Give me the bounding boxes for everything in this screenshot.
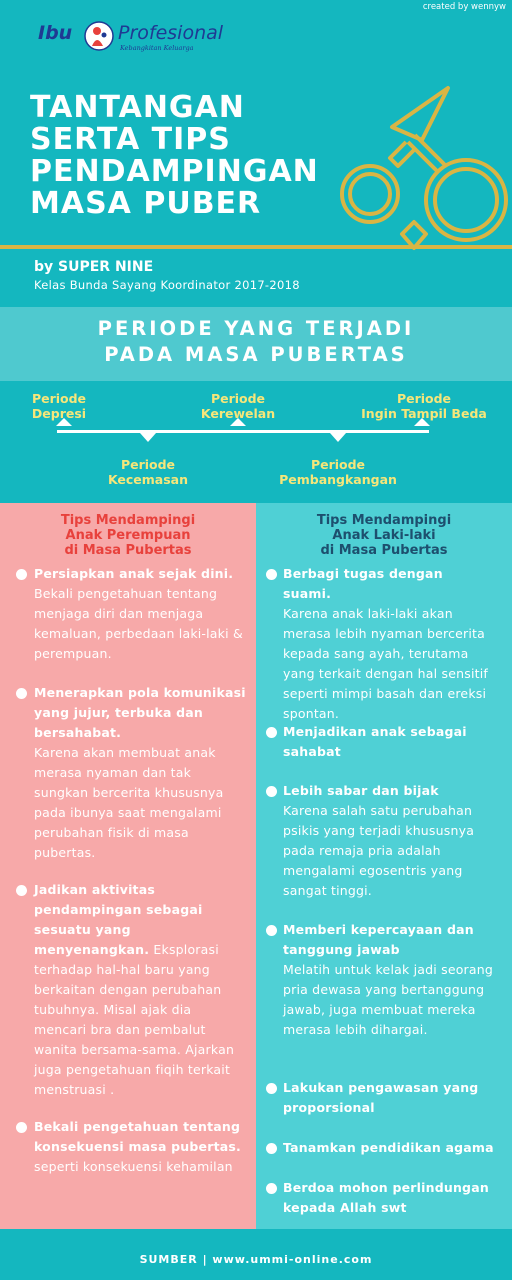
- tip-title: Bekali pengetahuan tentang konsekuensi masa pubertas.: [34, 1119, 241, 1154]
- tip-title: Berbagi tugas dengan suami.: [283, 566, 443, 601]
- bullet-icon: [16, 569, 27, 580]
- tip-text: Karena akan membuat anak merasa nyaman dan tak sungkan bercerita khususnya pada ibunya saat mengalami perubahan fisik di masa pubertas.: [34, 745, 224, 860]
- boys-tip-item: [283, 564, 495, 724]
- bullet-icon: [16, 1122, 27, 1133]
- logo: [38, 20, 238, 56]
- timeline-label-kecemasan: [98, 457, 198, 487]
- tip-text: Karena salah satu perubahan psikis yang terjadi khususnya pada remaja pria adalah mengalami egosentris yang sangat tinggi.: [283, 803, 475, 898]
- timeline-markers: [50, 418, 440, 448]
- heading-line: Tips Mendampingi: [316, 513, 452, 528]
- logo-text-ibu: Ibu: [38, 22, 73, 44]
- heading-line: Tips Mendampingi: [60, 513, 196, 528]
- section-title-line: PERIODE YANG TERJADI: [97, 317, 415, 340]
- timeline-label-line: Periode: [31, 391, 87, 406]
- source-text: SUMBER | www.ummi-online.com: [139, 1253, 373, 1266]
- bullet-icon: [266, 1083, 277, 1094]
- credit-text: created by wennyw: [422, 2, 506, 12]
- timeline-label-line: Periode: [120, 457, 176, 472]
- timeline-label-line: Pembangkangan: [279, 472, 397, 487]
- heading-line: di Masa Pubertas: [64, 543, 192, 558]
- bullet-icon: [266, 569, 277, 580]
- gold-divider: [0, 245, 512, 249]
- logo-family-icon: [83, 20, 115, 52]
- tip-title: Menerapkan pola komunikasi yang jujur, terbuka dan bersahabat.: [34, 685, 246, 740]
- tip-text: Melatih untuk kelak jadi seorang pria dewasa yang bertanggung jawab, juga membuat mereka merasa lebih dihargai.: [283, 962, 494, 1037]
- tip-title: Tanamkan pendidikan agama: [283, 1140, 494, 1155]
- tip-text: Karena anak laki-laki akan merasa lebih nyaman bercerita kepada sang ayah, terutama yang terkait dengan hal sensitif seperti mimpi basah dan ereksi spontan.: [283, 606, 488, 721]
- tip-text: Eksplorasi terhadap hal-hal baru yang berkaitan dengan perubahan tubuhnya. Misal ajak dia mencari bra dan pembalut wanita bersama-sama. Ajarkan juga pengetahuan fiqih terkait menstruasi .: [34, 942, 235, 1097]
- section-title-line: PADA MASA PUBERTAS: [104, 343, 408, 366]
- timeline-label-pembangkangan: [270, 457, 406, 487]
- section-title: [0, 316, 512, 368]
- logo-text-profesional: Profesional: [118, 22, 224, 44]
- girls-tip-item: [34, 880, 246, 1100]
- tip-title: Lakukan pengawasan yang proporsional: [283, 1080, 479, 1115]
- tip-title: Memberi kepercayaan dan tanggung jawab: [283, 922, 474, 957]
- tip-text: Bekali pengetahuan tentang menjaga diri dan menjaga kemaluan, perbedaan laki-laki & perempuan.: [34, 586, 243, 661]
- bullet-icon: [16, 885, 27, 896]
- bullet-icon: [266, 786, 277, 797]
- girls-tip-item: [34, 683, 246, 863]
- title-line: SERTA TIPS: [30, 122, 231, 157]
- bullet-icon: [266, 1183, 277, 1194]
- author-subtitle: Kelas Bunda Sayang Koordinator 2017-2018: [34, 278, 300, 292]
- girls-tip-item: [34, 564, 246, 664]
- tip-title: Lebih sabar dan bijak: [283, 783, 439, 798]
- bullet-icon: [16, 688, 27, 699]
- heading-line: Anak Perempuan: [65, 528, 191, 543]
- tip-title: Persiapkan anak sejak dini.: [34, 566, 234, 581]
- boys-tip-item: [283, 1178, 495, 1218]
- title-line: PENDAMPINGAN: [30, 154, 319, 189]
- boys-tip-item: [283, 722, 495, 762]
- timeline-label-kerewelan: [188, 391, 288, 421]
- girls-tip-item: [34, 1117, 246, 1177]
- timeline-label-depresi: [14, 391, 104, 421]
- timeline-label-ingin-tampil-beda: [354, 391, 494, 421]
- heading-line: Anak Laki-laki: [332, 528, 436, 543]
- timeline-label-line: Kecemasan: [107, 472, 189, 487]
- timeline-label-line: Periode: [310, 457, 366, 472]
- title-line: MASA PUBER: [30, 186, 262, 221]
- tip-text: seperti konsekuensi kehamilan: [34, 1159, 233, 1174]
- timeline-label-line: Periode: [396, 391, 452, 406]
- bullet-icon: [266, 925, 277, 936]
- timeline-label-line: Kerewelan: [200, 406, 276, 421]
- boys-tips-heading: [256, 513, 512, 558]
- tip-title: Menjadikan anak sebagai sahabat: [283, 724, 467, 759]
- timeline-label-line: Periode: [210, 391, 266, 406]
- tip-title: Jadikan aktivitas pendampingan sebagai sesuatu yang menyenangkan.: [34, 882, 203, 957]
- author-name: by SUPER NINE: [34, 259, 154, 275]
- tip-title: Berdoa mohon perlindungan kepada Allah swt: [283, 1180, 489, 1215]
- heading-line: di Masa Pubertas: [320, 543, 448, 558]
- logo-tagline: Kebangkitan Keluarga: [120, 44, 194, 52]
- girls-tips-heading: [0, 513, 256, 558]
- timeline-label-line: Ingin Tampil Beda: [361, 406, 487, 421]
- bullet-icon: [266, 727, 277, 738]
- boys-tip-item: [283, 920, 495, 1040]
- boys-tip-item: [283, 1078, 495, 1118]
- bullet-icon: [266, 1143, 277, 1154]
- male-symbol-icon: [310, 82, 512, 254]
- boys-tip-item: [283, 1138, 495, 1158]
- title-line: TANTANGAN: [30, 90, 245, 125]
- boys-tip-item: [283, 781, 495, 901]
- timeline-label-line: Depresi: [31, 406, 87, 421]
